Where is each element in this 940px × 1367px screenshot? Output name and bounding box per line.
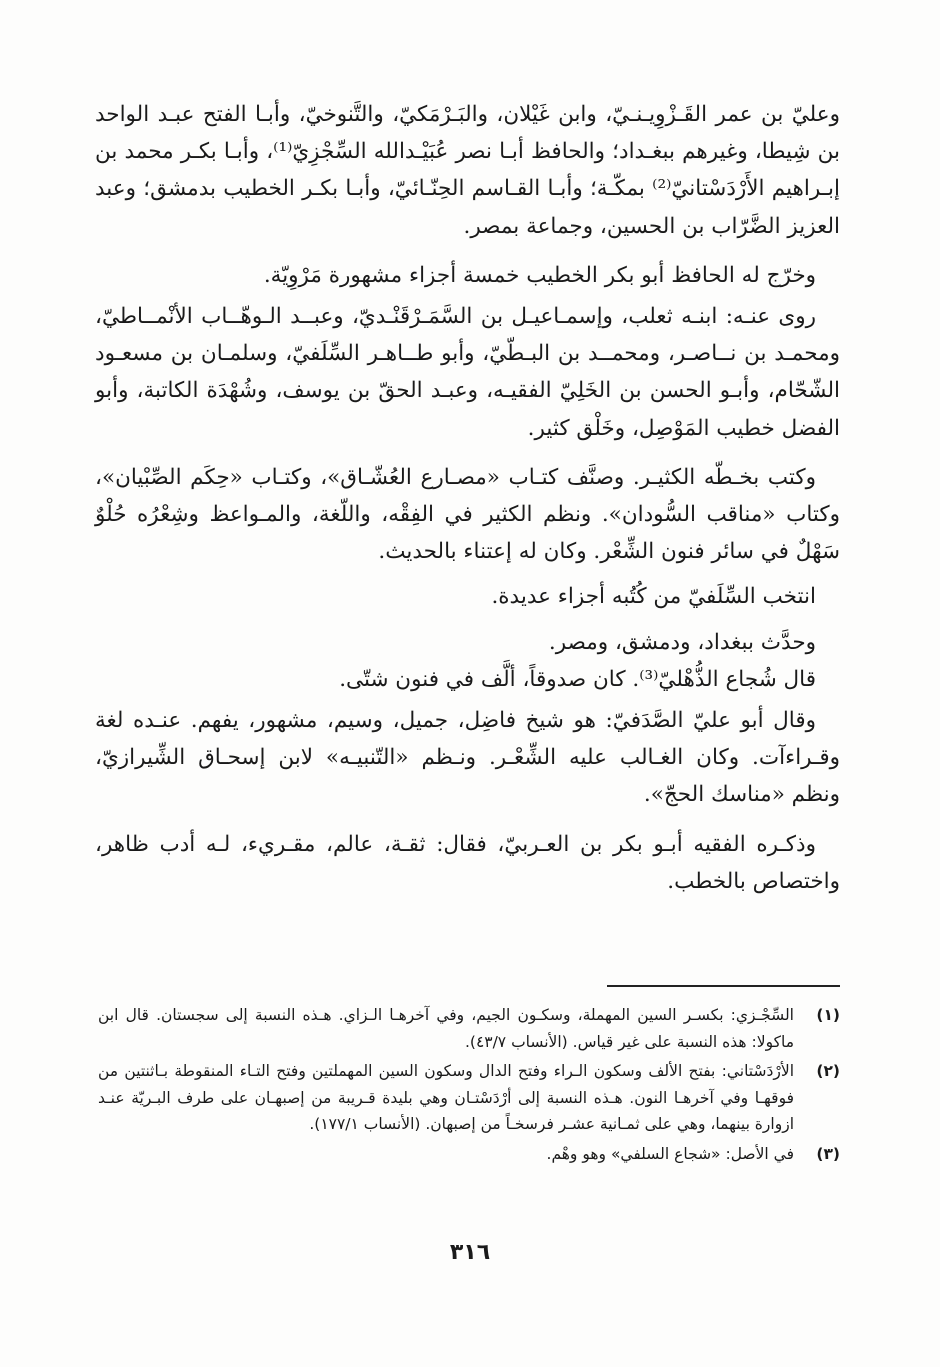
paragraph-sadafi-quote: وقال أبو عليّ الصَّدَفيّ: هو شيخ فاضِل، جميل، وسيم، مشهور، يفهم. عنـده لغة وقـراءآت. وكان الغـالب عليه الشِّعْـر. ونـظم «التّنبيـه» لابن إسحـاق الشِّيرازيّ، ونظم «مناسك الحجّ». <box>95 708 840 808</box>
paragraph-narration-places: وحدَّث ببغداد، ودمشق، ومصر. <box>548 629 816 655</box>
footnote-separator <box>607 985 840 987</box>
footnote-number: (٢) <box>816 1062 840 1080</box>
paragraph-writings: وكتب بخـطّه الكثيـر. وصنَّف كتـاب «مصـارع العُشّـاق»، وكتـاب «حِكَم الصِّبْيان»، وكتاب «مناقب السُّودان». ونظم الكثير في الفِقْه، واللّغة، والمـواعظ وشِعْرُه حُلْوٌ سَهْلٌ في سائر فنون الشِّعْر. وكان له إعتناء بالحديث. <box>95 464 840 565</box>
footnote-3 <box>98 1141 840 1168</box>
footnotes <box>98 1002 840 1170</box>
paragraph-students: روى عنـه: ابنـه ثعلب، وإسمـاعيـل بن السَّمَـرْقَنْـديّ، وعبــد الـوهّــاب الأنْمــاطيّ، ومحمـد بن نــاصـر، ومحمــد بن البـطّيّ، وأبو طــاهـر السِّلَفيّ، وسلمـان بن مسعـود الشّحّام، وأبـو الحسن بن الخَلِيّ الفقيـه، وعبـد الحقّ بن يوسف، وشُهْدَة الكاتبة، وأبو الفضل خطيب المَوْصِل، وخَلْق كثير. <box>95 304 840 441</box>
footnote-number: (١) <box>816 1006 840 1024</box>
main-text <box>95 96 840 900</box>
footnote-text: الأرْدَسْتاني: بفتح الألف وسكون الـراء وفتح الدال وسكون السين المهملتين وفتح التـاء المنقوطة بـاثنتين من فوقهـا وفي آخرهـا النون. هـذه النسبة إلى أرْدَسْتـان وهي بليدة قـريبة من إصبهـان على طرف البـريّة عنـد ازوارة بينهما، وهي على ثمـانية عشـر فرسخـاً من إصبهان. (الأنساب ١٧٧/١). <box>98 1062 794 1133</box>
footnote-2 <box>98 1058 840 1138</box>
footnote-text: السِّجْـزي: بكسـر السين المهملة، وسكـون الجيم، وفي آخرهـا الـزاي. هـذه النسبة إلى سجستان. قال ابن ماكولا: هذه النسبة على غير قياس. (الأنساب ٤٣/٧). <box>98 1006 794 1051</box>
footnote-1 <box>98 1002 840 1055</box>
paragraph-ibn-arabi-quote: وذكـره الفقيه أبـو بكر بن العـربيّ، فقال: ثقـة، عالم، مقـريء، لـه أدب ظاهر، واختصاص بالخطب. <box>95 831 840 894</box>
footnote-number: (٣) <box>816 1144 840 1163</box>
paragraph-selection: انتخب السِّلَفيّ من كُتُبه أجزاء عديدة. <box>491 584 816 610</box>
paragraph-takhrij: وخرّج له الحافظ أبو بكر الخطيب خمسة أجزاء مشهورة مَرْوِيّة. <box>263 262 816 288</box>
paragraph-teachers: وعليّ بن عمر القَـزْوِيـنـيّ، وابن غَيْلان، والبَـرْمَكيّ، والتَّنوخيّ، وأبـا الفتح عبـد الواحد بن شِيطا، وغيرهم ببغـداد؛ والحافظ أبـا نصر عُبَيْـدالله السِّجْزِيّ⁽¹⁾، وأبـا بكـر محمد بن إبـراهيم الأَرْدَسْتانيّ⁽²⁾ بمكّـة؛ وأبـا القـاسم الحِنّـائيّ، وأبـا بكـر الخطيب بدمشق؛ وعبد العزيز الضَّرّاب بن الحسين، وجماعة بمصر. <box>95 102 840 239</box>
paragraph-shuja-quote: قال شُجاع الذُّهْليّ⁽³⁾. كان صدوقاً، ألَّف في فنون شتّى. <box>339 666 816 692</box>
footnote-text: في الأصل: «شجاع السلفي» وهو وهْم. <box>546 1144 794 1163</box>
page-number: ٣١٦ <box>449 1240 491 1265</box>
